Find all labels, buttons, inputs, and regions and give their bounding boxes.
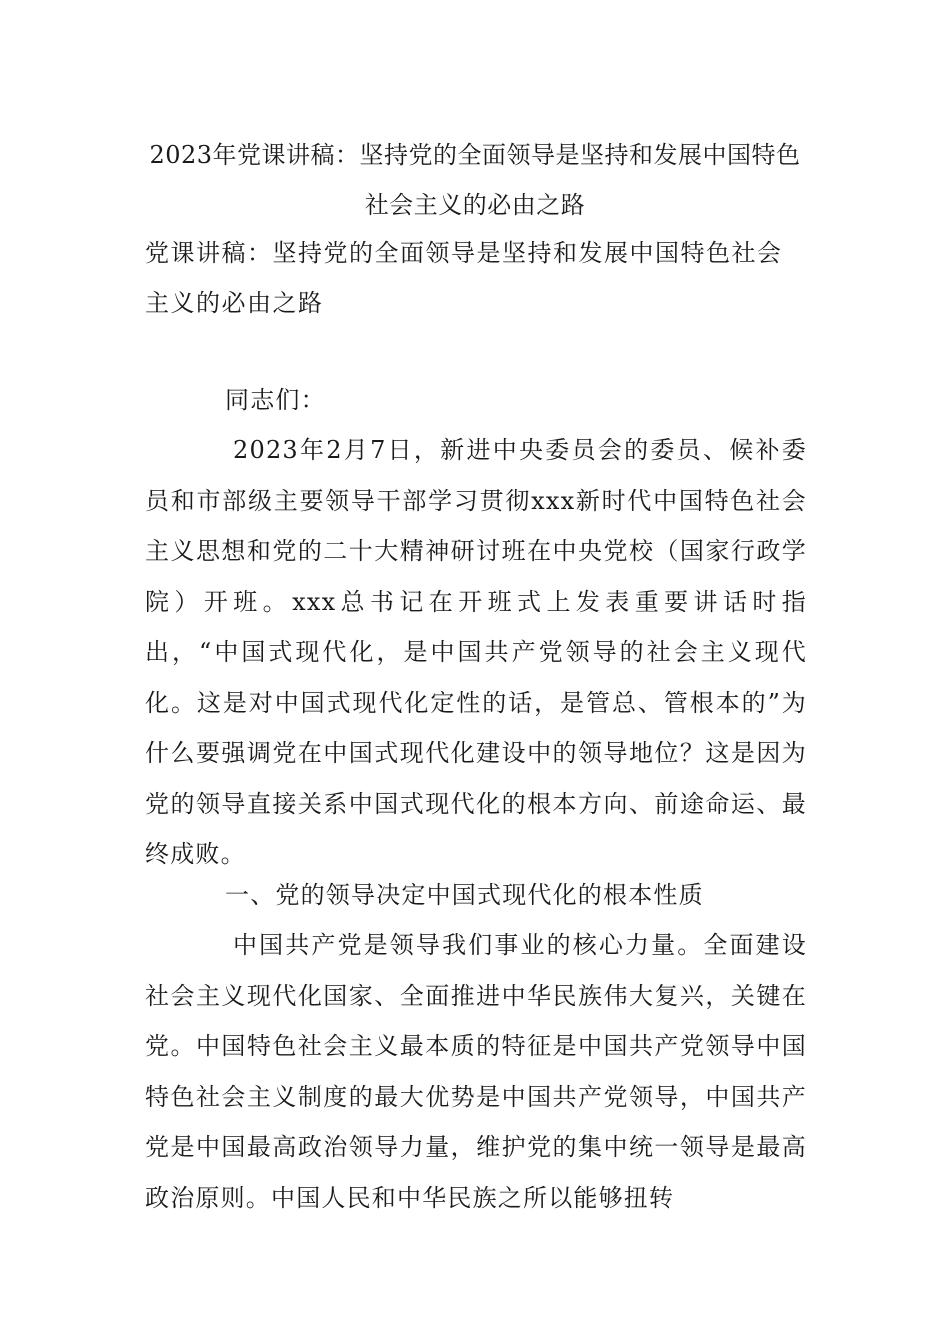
paragraph-2: 中国共产党是领导我们事业的核心力量。全面建设社会主义现代化国家、全面推进中华民族伟大复兴，关键在党。中国特色社会主义最本质的特征是中国共产党领导中国特色社会主义制度的最大优势是中国共产党领导，中国共产党是中国最高政治领导力量，维护党的集中统一领导是最高政治原则。中国人民和中华民族之所以能够扭转 [145, 931, 807, 1212]
salutation: 同志们： [225, 386, 326, 414]
paragraph-1: 2023年2月7日，新进中央委员会的委员、候补委员和市部级主要领导干部学习贯彻xxx新时代中国特色社会主义思想和党的二十大精神研讨班在中央党校（国家行政学院）开班。xxx总书记在开班式上发表重要讲话时指出，“中国式现代化，是中国共产党领导的社会主义现代化。这是对中国式现代化定性的话，是管总、管根本的”为什么要强调党在中国式现代化建设中的领导地位？这是因为党的领导直接关系中国式现代化的根本方向、前途命运、最终成败。 [145, 436, 807, 868]
document-subtitle: 党课讲稿：坚持党的全面领导是坚持和发展中国特色社会主义的必由之路 [145, 239, 783, 317]
document-title: 2023年党课讲稿：坚持党的全面领导是坚持和发展中国特色社会主义的必由之路 [149, 141, 801, 219]
section-heading-1: 一、党的领导决定中国式现代化的根本性质 [225, 881, 704, 909]
